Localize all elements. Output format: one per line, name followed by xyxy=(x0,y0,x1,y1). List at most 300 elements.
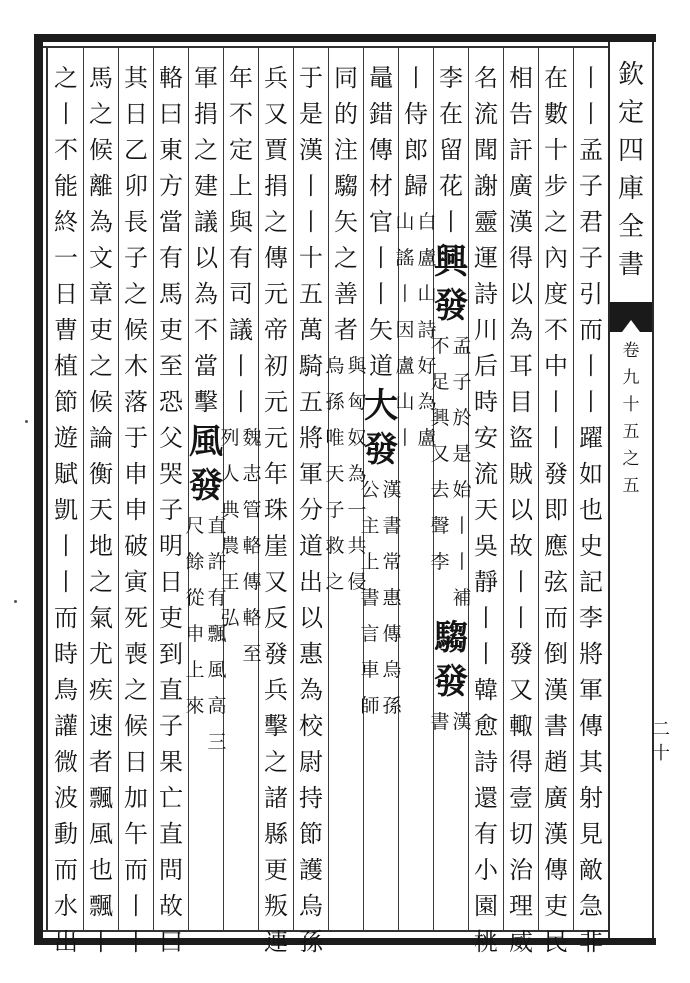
glyph: 謝 xyxy=(474,172,498,200)
glyph: 書 xyxy=(382,515,402,537)
glyph: 天 xyxy=(474,496,498,524)
glyph: 人 xyxy=(220,463,240,485)
glyph: 丨 xyxy=(299,172,323,200)
glyph: 丨 xyxy=(124,892,148,920)
glyph: 方 xyxy=(159,172,183,200)
glyph: 傳 xyxy=(579,712,603,740)
glyph: 吏 xyxy=(159,316,183,344)
glyph: 引 xyxy=(579,280,603,308)
glyph: 又 xyxy=(509,676,533,704)
glyph: 風 xyxy=(189,422,223,462)
glyph: 而 xyxy=(544,604,568,632)
glyph: 丨 xyxy=(89,928,113,956)
glyph: 于 xyxy=(299,64,323,92)
glyph: 為 xyxy=(299,676,323,704)
glyph: 謠 xyxy=(395,247,415,269)
glyph: 遊 xyxy=(54,424,78,452)
glyph: 天 xyxy=(325,463,345,485)
glyph: 乙 xyxy=(124,136,148,164)
glyph: 破 xyxy=(124,532,148,560)
glyph: 惠 xyxy=(382,587,402,609)
glyph: 山 xyxy=(395,211,415,233)
glyph: 之 xyxy=(124,280,148,308)
glyph: 動 xyxy=(54,820,78,848)
glyph: 曰 xyxy=(159,928,183,956)
glyph: 數 xyxy=(544,100,568,128)
glyph: 落 xyxy=(124,388,148,416)
text-column xyxy=(156,60,186,956)
glyph: 申 xyxy=(124,460,148,488)
glyph: 時 xyxy=(54,640,78,668)
glyph: 傳 xyxy=(544,856,568,884)
glyph: 侵 xyxy=(347,571,367,593)
glyph: 之 xyxy=(89,100,113,128)
glyph: 微 xyxy=(54,748,78,776)
glyph: 丨 xyxy=(452,551,472,573)
glyph: 得 xyxy=(509,244,533,272)
glyph: 疾 xyxy=(89,676,113,704)
glyph: 廣 xyxy=(509,172,533,200)
annotation-row xyxy=(184,544,228,580)
glyph: 內 xyxy=(544,244,568,272)
glyph: 來 xyxy=(185,695,205,717)
glyph: 以 xyxy=(509,280,533,308)
glyph: 足 xyxy=(430,371,450,393)
glyph: 五 xyxy=(299,388,323,416)
glyph: 丨 xyxy=(299,208,323,236)
glyph: 敵 xyxy=(579,856,603,884)
annotation-row xyxy=(219,420,263,456)
glyph: 吏 xyxy=(159,604,183,632)
annotation-row xyxy=(324,528,368,564)
frame-inner-line-left xyxy=(46,46,48,932)
glyph: 以 xyxy=(299,604,323,632)
glyph: 漢 xyxy=(544,820,568,848)
glyph: 花 xyxy=(439,172,463,200)
glyph: 為 xyxy=(347,463,367,485)
glyph: 有 xyxy=(207,587,227,609)
glyph: 丨 xyxy=(54,568,78,596)
speck xyxy=(25,420,28,423)
glyph: 的 xyxy=(334,100,358,128)
glyph: 讙 xyxy=(54,712,78,740)
glyph: 丨 xyxy=(452,515,472,537)
glyph: 發 xyxy=(364,430,398,470)
annotation-row xyxy=(324,384,368,420)
glyph: 當 xyxy=(194,352,218,380)
glyph: 君 xyxy=(579,208,603,236)
glyph: 應 xyxy=(544,532,568,560)
glyph: 賈 xyxy=(264,136,288,164)
glyph: 輙 xyxy=(509,712,533,740)
glyph: 靈 xyxy=(474,208,498,236)
glyph: 十 xyxy=(622,395,640,415)
margin-column-line-right xyxy=(652,42,654,938)
glyph: 擊 xyxy=(264,712,288,740)
text-column xyxy=(506,60,536,956)
glyph: 東 xyxy=(159,136,183,164)
glyph: 侍 xyxy=(404,100,428,128)
glyph: 直 xyxy=(207,515,227,537)
glyph: 烏 xyxy=(299,892,323,920)
glyph: 故 xyxy=(159,892,183,920)
glyph: 而 xyxy=(54,856,78,884)
glyph: 盧 xyxy=(395,355,415,377)
glyph: 十 xyxy=(652,743,670,764)
annotation-row xyxy=(429,544,473,580)
glyph: 即 xyxy=(544,496,568,524)
speck xyxy=(14,600,17,603)
glyph: 丨 xyxy=(369,280,393,308)
glyph: 丨 xyxy=(124,928,148,956)
glyph: 節 xyxy=(54,388,78,416)
glyph: 許 xyxy=(207,551,227,573)
glyph: 尤 xyxy=(89,640,113,668)
glyph: 反 xyxy=(264,604,288,632)
glyph: 司 xyxy=(229,280,253,308)
glyph: 離 xyxy=(89,172,113,200)
glyph: 聞 xyxy=(474,136,498,164)
glyph: 相 xyxy=(509,64,533,92)
glyph: 好 xyxy=(417,355,437,377)
glyph: 靜 xyxy=(474,568,498,596)
margin-column-line-left xyxy=(608,42,610,938)
glyph: 是 xyxy=(299,100,323,128)
glyph: 書 xyxy=(430,711,450,733)
glyph: 萬 xyxy=(299,316,323,344)
text-column xyxy=(430,60,472,928)
glyph: 烏 xyxy=(325,355,345,377)
glyph: 至 xyxy=(159,352,183,380)
glyph: 直 xyxy=(159,820,183,848)
glyph: 丨 xyxy=(369,244,393,272)
annotation-row xyxy=(184,724,228,760)
glyph: 書 xyxy=(360,587,380,609)
glyph: 子 xyxy=(452,371,472,393)
glyph: 凱 xyxy=(54,496,78,524)
glyph: 初 xyxy=(264,352,288,380)
glyph: 父 xyxy=(159,424,183,452)
glyph: 道 xyxy=(369,352,393,380)
glyph: 風 xyxy=(89,820,113,848)
glyph: 議 xyxy=(194,208,218,236)
glyph: 以 xyxy=(194,244,218,272)
glyph: 賦 xyxy=(54,460,78,488)
glyph: 丨 xyxy=(509,604,533,632)
glyph: 其 xyxy=(579,748,603,776)
glyph: 之 xyxy=(544,208,568,236)
annotation-row xyxy=(394,240,438,276)
glyph: 死 xyxy=(124,604,148,632)
glyph: 五 xyxy=(622,476,640,496)
glyph: 李 xyxy=(430,551,450,573)
glyph: 發 xyxy=(509,640,533,668)
glyph: 上 xyxy=(229,172,253,200)
glyph: 共 xyxy=(347,535,367,557)
glyph: 發 xyxy=(189,466,223,506)
glyph: 為 xyxy=(417,391,437,413)
glyph: 志 xyxy=(242,463,262,485)
glyph: 發 xyxy=(434,662,468,702)
glyph: 理 xyxy=(509,892,533,920)
annotation-row xyxy=(359,688,403,724)
glyph: 告 xyxy=(509,100,533,128)
glyph: 庫 xyxy=(617,174,644,204)
glyph: 丨 xyxy=(544,388,568,416)
glyph: 上 xyxy=(360,551,380,573)
glyph: 同 xyxy=(334,64,358,92)
glyph: 一 xyxy=(347,499,367,521)
glyph: 川 xyxy=(474,316,498,344)
glyph: 又 xyxy=(264,100,288,128)
glyph: 明 xyxy=(159,532,183,560)
glyph: 壹 xyxy=(509,784,533,812)
glyph: 列 xyxy=(220,427,240,449)
glyph: 馬 xyxy=(89,64,113,92)
glyph: 一 xyxy=(54,244,78,272)
glyph: 典 xyxy=(220,499,240,521)
glyph: 擊 xyxy=(194,388,218,416)
glyph: 植 xyxy=(54,352,78,380)
glyph: 丨 xyxy=(404,64,428,92)
glyph: 丨 xyxy=(544,424,568,452)
glyph: 王 xyxy=(220,571,240,593)
glyph: 還 xyxy=(474,784,498,812)
glyph: 騶 xyxy=(434,618,468,658)
annotation-row xyxy=(394,276,438,312)
glyph: 崖 xyxy=(264,532,288,560)
glyph: 全 xyxy=(617,212,644,242)
glyph: 傳 xyxy=(369,136,393,164)
glyph: 亡 xyxy=(159,784,183,812)
glyph: 傳 xyxy=(382,623,402,645)
glyph: 漢 xyxy=(382,479,402,501)
glyph: 而 xyxy=(579,316,603,344)
glyph: 不 xyxy=(54,136,78,164)
glyph: 飄 xyxy=(89,784,113,812)
glyph: 出 xyxy=(54,928,78,956)
glyph: 曹 xyxy=(54,316,78,344)
glyph: 天 xyxy=(89,496,113,524)
glyph: 興 xyxy=(430,407,450,429)
glyph: 文 xyxy=(89,244,113,272)
glyph: 不 xyxy=(430,335,450,357)
glyph: 丨 xyxy=(229,352,253,380)
glyph: 丨 xyxy=(579,388,603,416)
glyph: 目 xyxy=(509,388,533,416)
annotation-row xyxy=(184,688,228,724)
glyph: 丨 xyxy=(395,283,415,305)
glyph: 二 xyxy=(652,719,670,740)
glyph: 詩 xyxy=(474,280,498,308)
glyph: 記 xyxy=(579,568,603,596)
glyph: 歸 xyxy=(404,172,428,200)
glyph: 山 xyxy=(417,283,437,305)
glyph: 子 xyxy=(159,496,183,524)
text-column xyxy=(121,60,151,956)
glyph: 餘 xyxy=(185,551,205,573)
column-rule xyxy=(503,48,504,930)
glyph: 傳 xyxy=(242,571,262,593)
glyph: 者 xyxy=(334,316,358,344)
glyph: 持 xyxy=(299,784,323,812)
glyph: 丨 xyxy=(395,427,415,449)
glyph: 風 xyxy=(207,659,227,681)
glyph: 以 xyxy=(509,496,533,524)
text-column xyxy=(185,60,227,928)
glyph: 詩 xyxy=(417,319,437,341)
glyph: 孟 xyxy=(452,335,472,357)
glyph: 不 xyxy=(194,316,218,344)
glyph: 捐 xyxy=(264,172,288,200)
glyph: 車 xyxy=(360,659,380,681)
glyph: 匈 xyxy=(347,391,367,413)
glyph: 聲 xyxy=(430,515,450,537)
glyph: 年 xyxy=(264,460,288,488)
glyph: 諸 xyxy=(264,784,288,812)
glyph: 丨 xyxy=(54,100,78,128)
glyph: 之 xyxy=(264,208,288,236)
annotation-row xyxy=(184,616,228,652)
glyph: 孫 xyxy=(325,391,345,413)
glyph: 之 xyxy=(334,244,358,272)
annotation-row xyxy=(324,348,368,384)
glyph: 之 xyxy=(622,449,640,469)
glyph: 有 xyxy=(159,244,183,272)
glyph: 主 xyxy=(360,515,380,537)
glyph: 也 xyxy=(89,856,113,884)
glyph: 輅 xyxy=(242,607,262,629)
glyph: 名 xyxy=(474,64,498,92)
glyph: 威 xyxy=(509,928,533,956)
glyph: 見 xyxy=(579,820,603,848)
glyph: 補 xyxy=(452,587,472,609)
glyph: 故 xyxy=(509,532,533,560)
glyph: 日 xyxy=(124,100,148,128)
glyph: 將 xyxy=(579,640,603,668)
glyph: 道 xyxy=(299,532,323,560)
glyph: 不 xyxy=(544,316,568,344)
glyph: 建 xyxy=(194,172,218,200)
annotation-row xyxy=(184,580,228,616)
page-number xyxy=(646,718,676,766)
glyph: 加 xyxy=(124,784,148,812)
column-rule xyxy=(153,48,154,930)
glyph: 得 xyxy=(509,748,533,776)
glyph: 漢 xyxy=(299,136,323,164)
glyph: 珠 xyxy=(264,496,288,524)
glyph: 從 xyxy=(185,587,205,609)
annotation-row xyxy=(324,564,368,600)
glyph: 時 xyxy=(474,388,498,416)
glyph: 弘 xyxy=(220,607,240,629)
glyph: 也 xyxy=(579,496,603,524)
glyph: 卯 xyxy=(124,172,148,200)
glyph: 有 xyxy=(229,244,253,272)
glyph: 分 xyxy=(299,496,323,524)
glyph: 小 xyxy=(474,856,498,884)
glyph: 賊 xyxy=(509,460,533,488)
column-rule xyxy=(573,48,574,930)
glyph: 去 xyxy=(430,479,450,501)
glyph: 上 xyxy=(185,659,205,681)
glyph: 材 xyxy=(369,172,393,200)
glyph: 師 xyxy=(360,695,380,717)
glyph: 能 xyxy=(54,172,78,200)
glyph: 兵 xyxy=(264,64,288,92)
glyph: 當 xyxy=(159,208,183,236)
glyph: 郎 xyxy=(404,136,428,164)
glyph: 流 xyxy=(474,100,498,128)
glyph: 九 xyxy=(622,368,640,388)
glyph: 節 xyxy=(299,820,323,848)
glyph: 言 xyxy=(360,623,380,645)
glyph: 矢 xyxy=(369,316,393,344)
glyph: 發 xyxy=(434,286,468,326)
glyph: 校 xyxy=(299,712,323,740)
glyph: 訐 xyxy=(509,136,533,164)
glyph: 元 xyxy=(264,280,288,308)
glyph: 善 xyxy=(334,280,358,308)
glyph: 發 xyxy=(544,460,568,488)
glyph: 子 xyxy=(579,172,603,200)
glyph: 中 xyxy=(544,352,568,380)
glyph: 治 xyxy=(509,856,533,884)
glyph: 鳥 xyxy=(54,676,78,704)
glyph: 高 xyxy=(207,695,227,717)
glyph: 書 xyxy=(544,712,568,740)
glyph: 公 xyxy=(360,479,380,501)
glyph: 李 xyxy=(579,604,603,632)
annotation-row xyxy=(219,456,263,492)
glyph: 發 xyxy=(264,640,288,668)
text-column xyxy=(220,60,262,928)
glyph: 傳 xyxy=(264,244,288,272)
glyph: 在 xyxy=(439,100,463,128)
glyph: 十 xyxy=(544,136,568,164)
glyph: 衡 xyxy=(89,460,113,488)
glyph: 寅 xyxy=(124,568,148,596)
glyph: 候 xyxy=(89,388,113,416)
glyph: 三 xyxy=(207,731,227,753)
glyph: 更 xyxy=(264,856,288,884)
glyph: 丨 xyxy=(439,208,463,236)
glyph: 漢 xyxy=(509,208,533,236)
glyph: 尺 xyxy=(185,515,205,537)
text-column xyxy=(576,60,606,956)
glyph: 曰 xyxy=(159,100,183,128)
glyph: 元 xyxy=(264,388,288,416)
glyph: 論 xyxy=(89,424,113,452)
glyph: 申 xyxy=(185,623,205,645)
glyph: 躍 xyxy=(579,424,603,452)
annotation-row xyxy=(429,704,473,740)
glyph: 波 xyxy=(54,784,78,812)
glyph: 于 xyxy=(124,424,148,452)
glyph: 矢 xyxy=(334,208,358,236)
text-column xyxy=(471,60,501,956)
glyph: 又 xyxy=(264,568,288,596)
column-rule xyxy=(83,48,84,930)
annotation-row xyxy=(429,472,473,508)
glyph: 到 xyxy=(159,640,183,668)
glyph: 日 xyxy=(124,748,148,776)
glyph: 議 xyxy=(229,316,253,344)
glyph: 氣 xyxy=(89,604,113,632)
annotation-row xyxy=(184,508,228,544)
glyph: 軍 xyxy=(194,64,218,92)
glyph: 年 xyxy=(229,64,253,92)
